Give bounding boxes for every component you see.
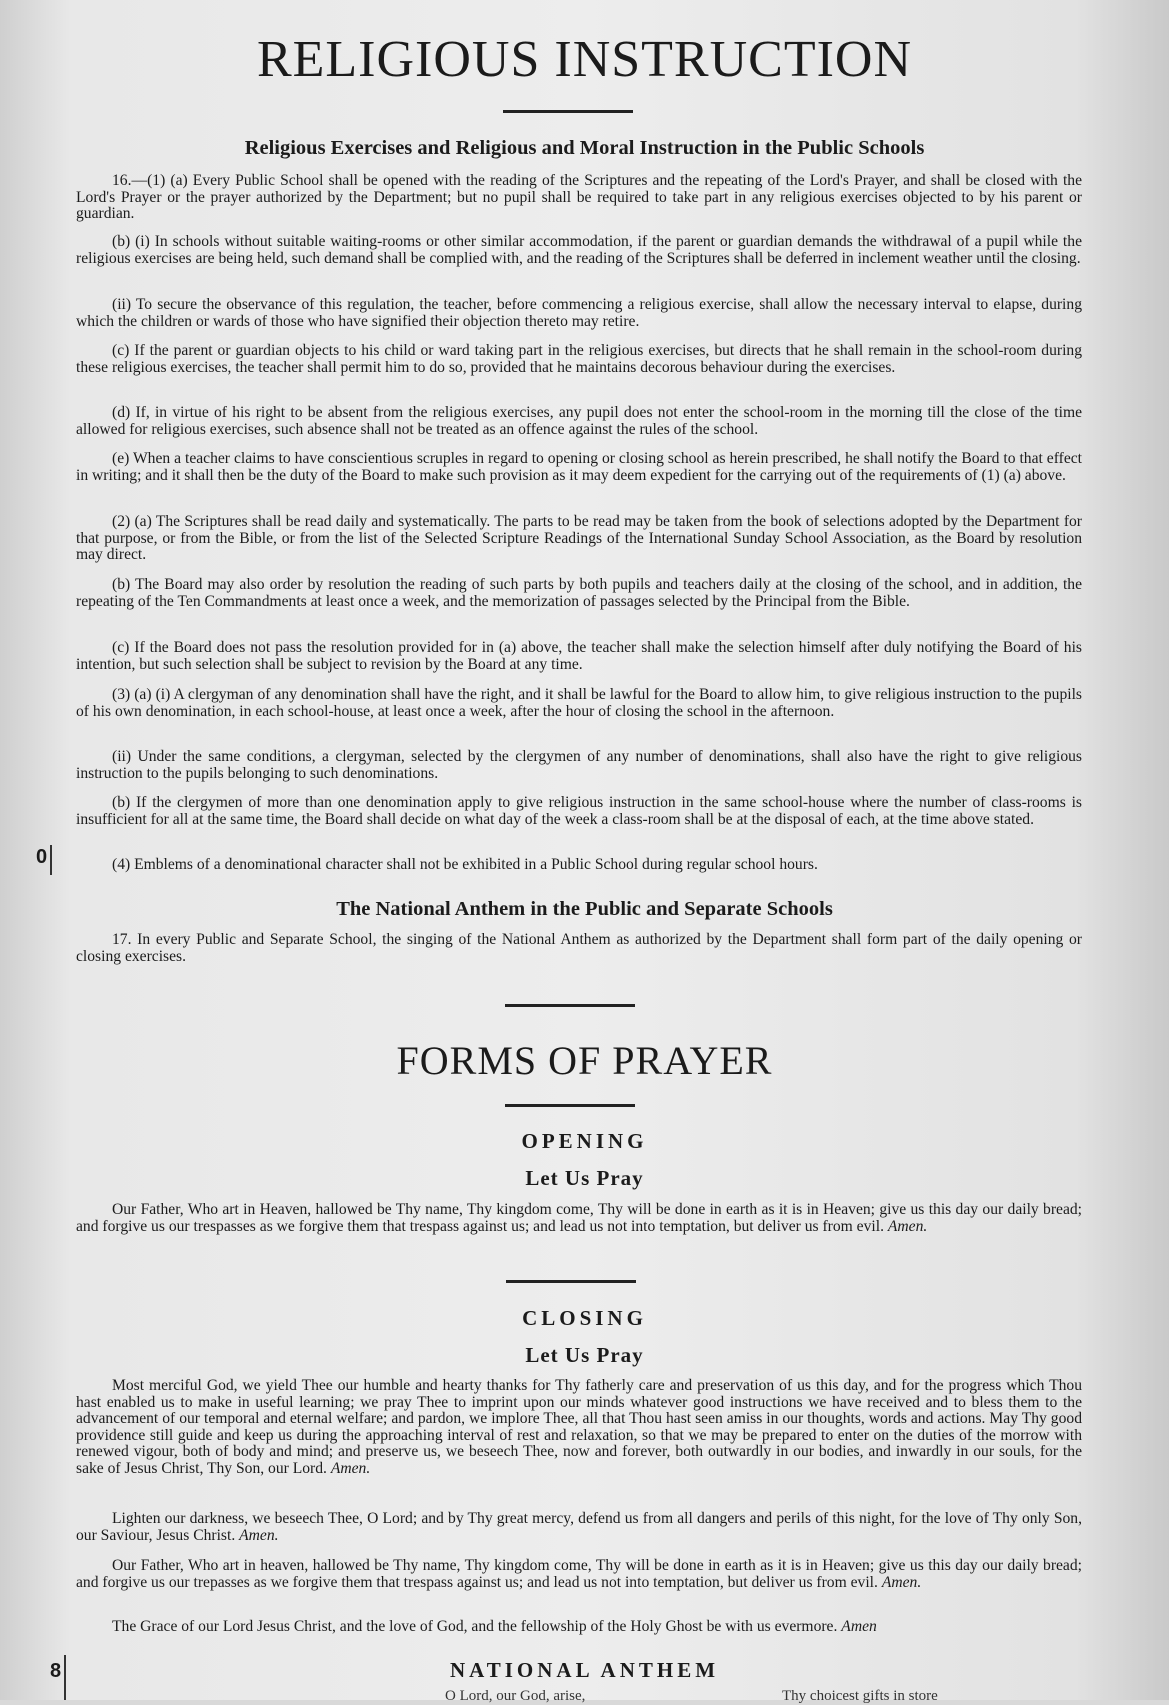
closing-prayer-2: Lighten our darkness, we beseech Thee, O Lord; and by Thy great mercy, defend us from all dangers and perils of this night, for the love of Thy only Son, our Saviour, Jesus Christ. Amen.	[76, 1510, 1082, 1544]
paragraph-16-3a-ii: (ii) Under the same conditions, a clergyman, selected by the clergymen of any number of denominations, shall also have the right to give religious instruction to the pupils belonging to such denominations.	[76, 748, 1082, 782]
prayer-title: FORMS OF PRAYER	[396, 1038, 773, 1083]
margin-bracket-line-bottom	[64, 1655, 66, 1700]
paragraph-16-1d: (d) If, in virtue of his right to be absent from the religious exercises, any pupil does not enter the school-room in the morning till the close of the time allowed for religious exercises, such absence shall not be treated as an offence against the rules of the school.	[76, 404, 1082, 438]
paragraph-17: 17. In every Public and Separate School, the singing of the National Anthem as authorized by the Department shall form part of the daily opening or closing exercises.	[76, 931, 1082, 965]
paragraph-16-1e: (e) When a teacher claims to have conscientious scruples in regard to opening or closing school as herein prescribed, he shall notify the Board to that effect in writing; and it shall then be the duty of the Board to make such provision as it may deem expedient for the carrying out of the requirements of (1) (a) above.	[76, 450, 1082, 484]
closing-prayer-3: Our Father, Who art in heaven, hallowed be Thy name, Thy kingdom come, Thy will be done in earth as it is in Heaven; give us this day our daily bread; and forgive us our trepasses as we forgive them that trespass against us; and lead us not into temptation, but deliver us from evil. Amen.	[76, 1557, 1082, 1591]
opening-heading: OPENING	[521, 1129, 648, 1153]
paragraph-16-2a: (2) (a) The Scriptures shall be read daily and systematically. The parts to be read may be taken from the book of selections adopted by the Department for that purpose, or from the Bible, or from the list of the Selected Scripture Readings of the International Sunday School Association, as the Board by resolution may direct.	[76, 513, 1082, 563]
paragraph-16-4: (4) Emblems of a denominational character shall not be exhibited in a Public School during regular school hours.	[112, 856, 818, 873]
section-heading: Religious Exercises and Religious and Moral Instruction in the Public Schools	[244, 137, 925, 159]
paragraph-16-2c: (c) If the Board does not pass the resolution provided for in (a) above, the teacher shall make the selection himself after duly notifying the Board of his intention, but such selection shall be subject to revision by the Board at any time.	[76, 639, 1082, 673]
opening-rule	[506, 1280, 636, 1283]
margin-mark-0: 0	[36, 846, 48, 868]
closing-heading: CLOSING	[522, 1306, 647, 1330]
closing-prayer-1: Most merciful God, we yield Thee our humble and hearty thanks for Thy fatherly care and preservation of us this day, and for the progress which Thou hast enabled us to make in useful learning; we pray Thee to imprint upon our minds whatever good instructions we have received and to bless them to the advancement of our temporal and eternal welfare; and pardon, we implore Thee, all that Thou hast seen amiss in our thoughts, words and actions. May Thy good providence still guide and keep us during the approaching interval of rest and relaxation, so that we may be prepared to enter on the duties of the morrow with renewed vigour, both of body and mind; and preserve us, we beseech Thee, now and forever, both outwardly in our bodies, and inwardly in our souls, for the sake of Jesus Christ, Thy Son, our Lord. Amen.	[76, 1377, 1082, 1477]
title-rule	[503, 110, 633, 113]
paragraph-16-2b: (b) The Board may also order by resolution the reading of such parts by both pupils and teachers daily at the closing of the school, and in addition, the repeating of the Ten Commandments at least once a week, and the memorization of passages selected by the Principal from the Bible.	[76, 576, 1082, 610]
margin-mark-8: 8	[50, 1660, 62, 1682]
anthem-verse-fragment-1: O Lord, our God, arise,	[445, 1688, 586, 1704]
paragraph-16-1b-i: (b) (i) In schools without suitable waiting-rooms or other similar accommodation, if the parent or guardian demands the withdrawal of a pupil while the religious exercises are being held, such demand shall be complied with, and the reading of the Scriptures shall be deferred in inclement weather until the closing.	[76, 233, 1082, 267]
margin-bracket-line	[50, 845, 52, 875]
paragraph-16-1b-ii: (ii) To secure the observance of this regulation, the teacher, before commencing a religious exercise, shall allow the necessary interval to elapse, during which the children or wards of those who have signified their objection thereto may retire.	[76, 296, 1082, 330]
paragraph-16-1a: 16.—(1) (a) Every Public School shall be opened with the reading of the Scriptures and the repeating of the Lord's Prayer, and shall be closed with the Lord's Prayer or the prayer authorized by the Department; but no pupil shall be required to take part in any religious exercises objected to by his parent or guardian.	[76, 172, 1082, 222]
prayer-title-rule	[505, 1104, 635, 1107]
paragraph-16-1c: (c) If the parent or guardian objects to his child or ward taking part in the religious exercises, but directs that he shall remain in the school-room during these religious exercises, the teacher shall permit him to do so, provided that he maintains decorous behaviour during the exercises.	[76, 342, 1082, 376]
paragraph-16-3b: (b) If the clergymen of more than one denomination apply to give religious instruction in the same school-house where the number of class-rooms is insufficient for all at the same time, the Board shall decide on what day of the week a class-room shall be at the disposal of each, at the time above stated.	[76, 794, 1082, 828]
page-title: RELIGIOUS INSTRUCTION	[256, 31, 913, 88]
national-anthem-heading: NATIONAL ANTHEM	[449, 1658, 720, 1682]
anthem-verse-fragment-2: Thy choicest gifts in store	[782, 1688, 938, 1704]
anthem-section-heading: The National Anthem in the Public and Separate Schools	[336, 898, 833, 920]
closing-grace: The Grace of our Lord Jesus Christ, and the love of God, and the fellowship of the Holy Ghost be with us evermore. Amen	[112, 1618, 877, 1635]
opening-subheading: Let Us Pray	[525, 1166, 644, 1190]
opening-prayer: Our Father, Who art in Heaven, hallowed be Thy name, Thy kingdom come, Thy will be done in earth as it is in Heaven; give us this day our daily bread; and forgive us our trespasses as we forgive them that trespass against us; and lead us not into temptation, but deliver us from evil. Amen.	[76, 1201, 1082, 1235]
section-rule	[505, 1004, 635, 1007]
paragraph-16-3a-i: (3) (a) (i) A clergyman of any denomination shall have the right, and it shall be lawful for the Board to allow him, to give religious instruction to the pupils of his own denomination, in each school-house, at least once a week, after the hour of closing the school in the afternoon.	[76, 686, 1082, 720]
closing-subheading: Let Us Pray	[525, 1343, 644, 1367]
